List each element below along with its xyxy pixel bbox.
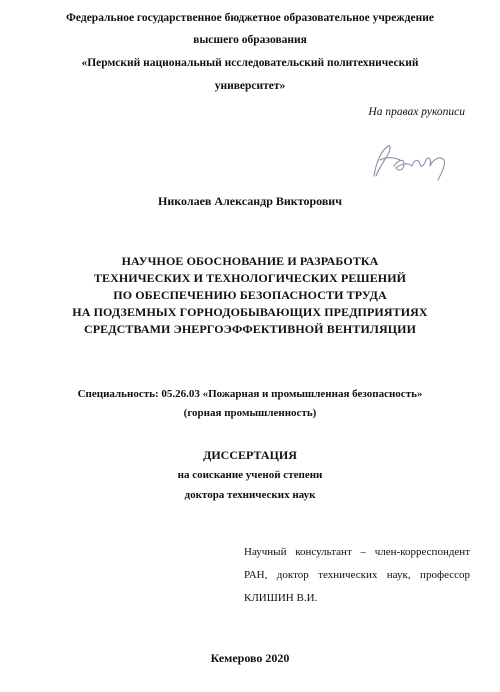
specialty-label: Специальность: 05.26.03 «Пожарная и промышленная безопасность»	[77, 388, 423, 400]
author-name: Николаев Александр Викторович	[158, 194, 342, 208]
specialty-field: (горная промышленность)	[183, 407, 317, 419]
title-line-5: СРЕДСТВАМИ ЭНЕРГОЭФФЕКТИВНОЙ ВЕНТИЛЯЦИИ	[83, 322, 417, 336]
degree-line-1: на соискание ученой степени	[177, 469, 323, 481]
institution-line-1: Федеральное государственное бюджетное образовательное учреждение	[66, 12, 434, 24]
scientific-consultant: Научный консультант – член-корреспондент РАН, доктор технических наук, профессор КЛИШИН В.И.	[244, 546, 470, 604]
title-line-1: НАУЧНОЕ ОБОСНОВАНИЕ И РАЗРАБОТКА	[121, 254, 379, 268]
institution-line-2: высшего образования	[193, 34, 307, 46]
city-year: Кемерово 2020	[210, 651, 290, 665]
degree-line-2: доктора технических наук	[184, 489, 316, 501]
institution-line-3: «Пермский национальный исследовательский политехнический	[81, 57, 419, 69]
signature	[360, 136, 460, 192]
title-line-4: НА ПОДЗЕМНЫХ ГОРНОДОБЫВАЮЩИХ ПРЕДПРИЯТИЯХ	[72, 305, 428, 319]
title-line-3: ПО ОБЕСПЕЧЕНИЮ БЕЗОПАСНОСТИ ТРУДА	[113, 288, 387, 302]
rights-note: На правах рукописи	[368, 106, 465, 118]
institution-line-4: университет»	[214, 80, 286, 92]
document-type: ДИССЕРТАЦИЯ	[203, 448, 297, 462]
title-line-2: ТЕХНИЧЕСКИХ И ТЕХНОЛОГИЧЕСКИХ РЕШЕНИЙ	[93, 271, 407, 285]
